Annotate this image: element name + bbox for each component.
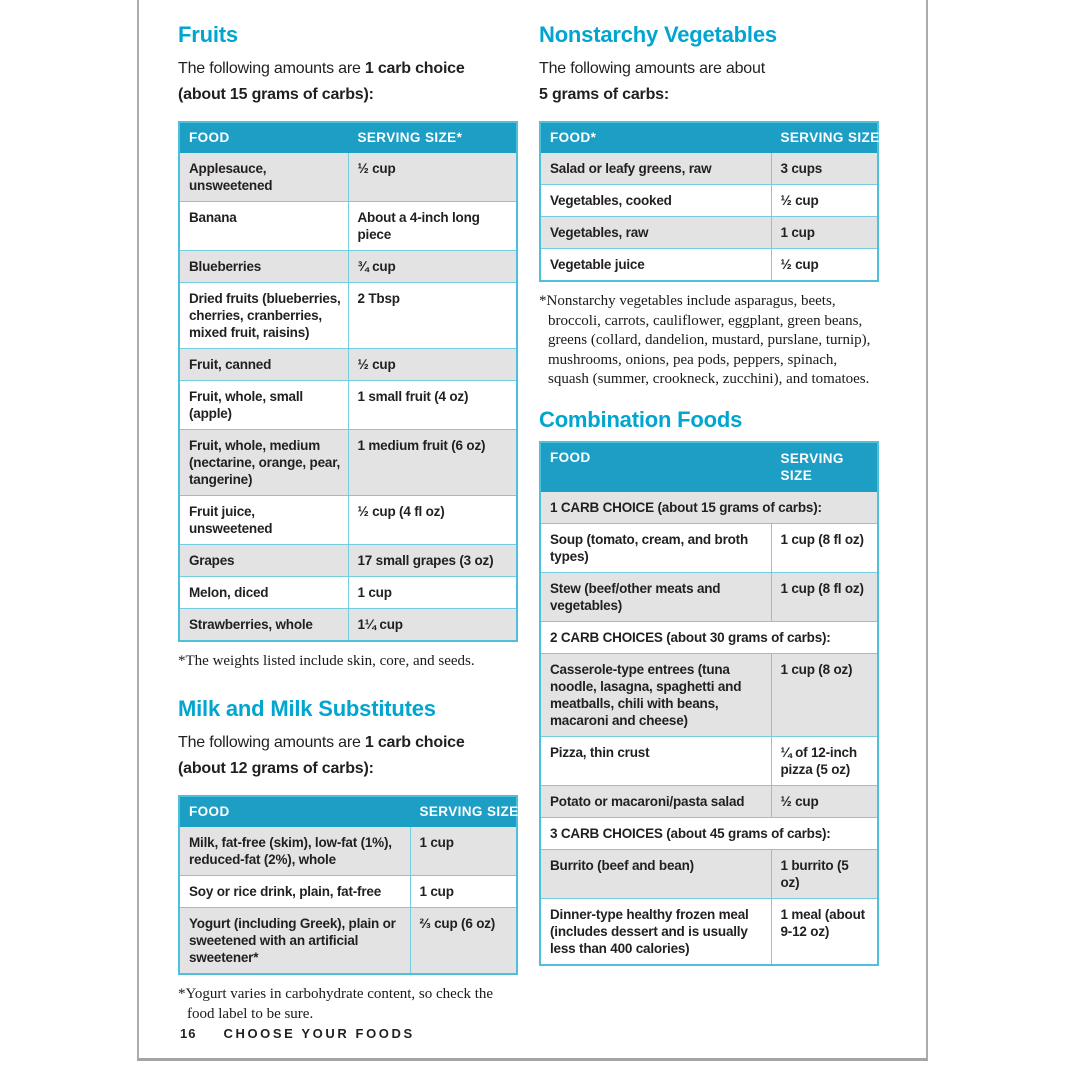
group-header-row (540, 622, 878, 654)
combo-col-serving (771, 442, 878, 492)
table-row (179, 577, 517, 609)
group-header-cell: 3 CARB CHOICES (about 45 grams of carbs): (540, 818, 878, 850)
book-page (137, 0, 928, 1061)
milk-intro (178, 730, 518, 782)
two-column-layout (139, 0, 926, 1024)
table-row (540, 524, 878, 573)
milk-col-food: FOOD (179, 796, 410, 827)
vegetables-table (539, 121, 879, 282)
food-cell: Dried fruits (blueberries, cherries, cranberries, mixed fruit, raisins) (179, 283, 348, 349)
combination-foods-table (539, 441, 879, 966)
food-cell: Soy or rice drink, plain, fat-free (179, 876, 410, 908)
food-cell: Fruit juice, unsweetened (179, 496, 348, 545)
serving-cell: 1 cup (8 oz) (771, 654, 878, 737)
combo-title: Combination Foods (539, 406, 743, 432)
intro-regular: The following amounts are (178, 60, 365, 78)
fruits-table (178, 121, 518, 642)
fruits-col-food: FOOD (179, 122, 348, 153)
table-row (540, 573, 878, 622)
food-cell: Milk, fat-free (skim), low-fat (1%), reduced-fat (2%), whole (179, 827, 410, 876)
table-row (179, 827, 517, 876)
milk-intro-line2: (about 12 grams of carbs): (178, 760, 374, 778)
page-footer (180, 1026, 415, 1041)
food-cell: Fruit, whole, medium (nectarine, orange, pear, tangerine) (179, 430, 348, 496)
food-cell: Yogurt (including Greek), plain or sweetened with an artificial sweetener* (179, 908, 410, 975)
combo-col-food: FOOD (540, 442, 771, 492)
food-cell: Grapes (179, 545, 348, 577)
serving-cell: ½ cup (771, 786, 878, 818)
serving-cell: ½ cup (348, 349, 517, 381)
table-row (540, 249, 878, 282)
serving-cell: 1 meal (about 9-12 oz) (771, 899, 878, 966)
serving-cell: 1 cup (348, 577, 517, 609)
serving-cell: 1 cup (410, 827, 517, 876)
food-cell: Salad or leafy greens, raw (540, 153, 771, 185)
page-number: 16 (180, 1026, 197, 1041)
footer-title: CHOOSE YOUR FOODS (223, 1026, 415, 1041)
table-row (540, 737, 878, 786)
veg-footnote: *Nonstarchy vegetables include asparagus, beets, broccoli, carrots, cauliflower, eggplant, green beans, greens (collard, dandelion, mustard, purslane, turnip), mushrooms, onions, pea pods, peppers, spinach, squash (summer, crookneck, zucchini), and tomatoes. (539, 293, 871, 388)
fruits-table-header-row (179, 122, 517, 153)
table-row (540, 185, 878, 217)
table-row (179, 202, 517, 251)
serving-cell: ½ cup (348, 153, 517, 202)
table-row (179, 430, 517, 496)
serving-cell: ½ cup (771, 185, 878, 217)
serving-cell: 2 Tbsp (348, 283, 517, 349)
serving-cell: About a 4-inch long piece (348, 202, 517, 251)
intro-regular: The following amounts are (178, 734, 365, 752)
food-cell: Applesauce, unsweetened (179, 153, 348, 202)
fruits-intro-line1 (178, 56, 518, 82)
combo-col-serving-label: SERVING SIZE (780, 451, 844, 484)
serving-cell: 17 small grapes (3 oz) (348, 545, 517, 577)
serving-cell: 1 cup (410, 876, 517, 908)
table-row (540, 654, 878, 737)
milk-title: Milk and Milk Substitutes (178, 695, 436, 721)
food-cell: Blueberries (179, 251, 348, 283)
table-row (179, 349, 517, 381)
table-row (540, 899, 878, 966)
section-vegetables (539, 22, 879, 390)
serving-cell: ¼ of 12-inch pizza (5 oz) (771, 737, 878, 786)
veg-intro-line2: 5 grams of carbs: (539, 86, 669, 104)
food-cell: Fruit, canned (179, 349, 348, 381)
food-cell: Vegetables, raw (540, 217, 771, 249)
serving-cell: ¾ cup (348, 251, 517, 283)
table-row (179, 381, 517, 430)
serving-cell: 1 cup (771, 217, 878, 249)
combo-table-header-row (540, 442, 878, 492)
food-cell: Potato or macaroni/pasta salad (540, 786, 771, 818)
table-row (540, 217, 878, 249)
table-row (179, 545, 517, 577)
food-cell: Dinner-type healthy frozen meal (includes dessert and is usually less than 400 calories) (540, 899, 771, 966)
milk-table-header-row (179, 796, 517, 827)
serving-cell: 1 small fruit (4 oz) (348, 381, 517, 430)
serving-cell: 1 cup (8 fl oz) (771, 524, 878, 573)
serving-cell: 1¼ cup (348, 609, 517, 642)
veg-table-header-row (540, 122, 878, 153)
fruits-col-serving: SERVING SIZE* (348, 122, 517, 153)
serving-cell: 1 cup (8 fl oz) (771, 573, 878, 622)
food-cell: Banana (179, 202, 348, 251)
milk-footnote: *Yogurt varies in carbohydrate content, so check the food label to be sure. (178, 986, 494, 1022)
food-cell: Melon, diced (179, 577, 348, 609)
food-cell: Fruit, whole, small (apple) (179, 381, 348, 430)
intro-bold: 1 carb choice (364, 60, 465, 78)
table-row (179, 908, 517, 975)
food-cell: Pizza, thin crust (540, 737, 771, 786)
food-cell: Vegetable juice (540, 249, 771, 282)
food-cell: Burrito (beef and bean) (540, 850, 771, 899)
right-column (539, 22, 879, 1024)
group-header-row (540, 818, 878, 850)
section-milk (178, 696, 518, 1024)
table-row (540, 153, 878, 185)
group-header-cell: 2 CARB CHOICES (about 30 grams of carbs): (540, 622, 878, 654)
table-row (179, 609, 517, 642)
fruits-title: Fruits (178, 22, 238, 47)
left-column (178, 22, 518, 1024)
table-row (179, 496, 517, 545)
section-fruits (178, 22, 518, 672)
group-header-cell: 1 CARB CHOICE (about 15 grams of carbs): (540, 492, 878, 524)
table-row (540, 786, 878, 818)
veg-col-food: FOOD* (540, 122, 771, 153)
food-cell: Strawberries, whole (179, 609, 348, 642)
table-row (540, 850, 878, 899)
serving-cell: 1 medium fruit (6 oz) (348, 430, 517, 496)
veg-intro-line1: The following amounts are about (539, 60, 765, 78)
milk-intro-line1 (178, 730, 518, 756)
fruits-intro-line2: (about 15 grams of carbs): (178, 86, 374, 104)
fruits-footnote: *The weights listed include skin, core, and seeds. (178, 653, 475, 670)
milk-table (178, 795, 518, 975)
serving-cell: 1 burrito (5 oz) (771, 850, 878, 899)
table-row (179, 153, 517, 202)
table-row (179, 876, 517, 908)
serving-cell: ½ cup (771, 249, 878, 282)
section-combination-foods (539, 407, 879, 966)
serving-cell: ½ cup (4 fl oz) (348, 496, 517, 545)
fruits-intro (178, 56, 518, 108)
veg-col-serving: SERVING SIZE (771, 122, 878, 153)
food-cell: Vegetables, cooked (540, 185, 771, 217)
food-cell: Casserole-type entrees (tuna noodle, lasagna, spaghetti and meatballs, chili with beans, macaroni and cheese) (540, 654, 771, 737)
table-row (179, 283, 517, 349)
milk-col-serving: SERVING SIZE (410, 796, 517, 827)
food-cell: Soup (tomato, cream, and broth types) (540, 524, 771, 573)
veg-title: Nonstarchy Vegetables (539, 22, 777, 47)
table-row (179, 251, 517, 283)
intro-bold: 1 carb choice (364, 734, 465, 752)
food-cell: Stew (beef/other meats and vegetables) (540, 573, 771, 622)
serving-cell: 3 cups (771, 153, 878, 185)
group-header-row (540, 492, 878, 524)
serving-cell: ⅔ cup (6 oz) (410, 908, 517, 975)
veg-intro (539, 56, 879, 108)
